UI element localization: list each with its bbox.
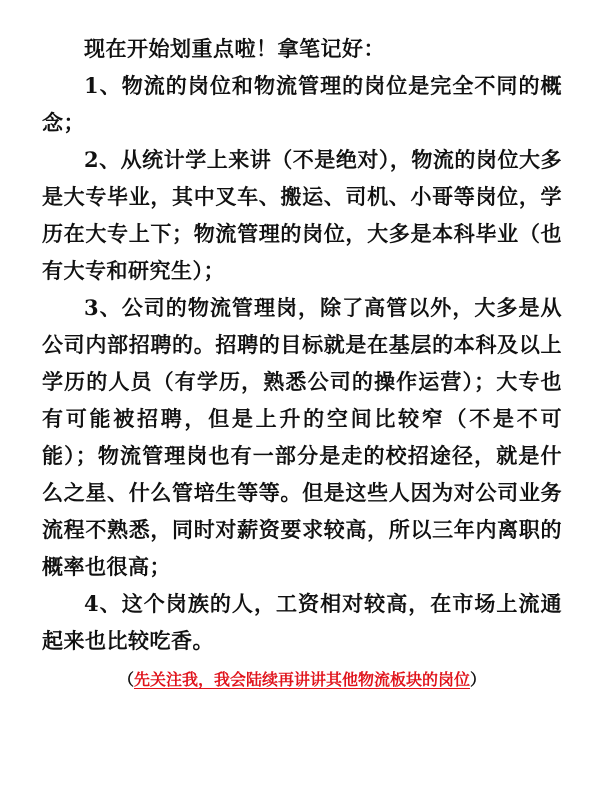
footer-open-paren: （ [117, 670, 134, 689]
point-2-paragraph: 2、从统计学上来讲（不是绝对），物流的岗位大多是大专毕业，其中叉车、搬运、司机、小哥等岗位，学历在大专上下；物流管理的岗位，大多是本科毕业（也有大专和研究生）； [42, 147, 562, 283]
footer-close-paren: ） [470, 670, 487, 689]
point-4-paragraph: 4、这个岗族的人，工资相对较高，在市场上流通起来也比较吃香。 [42, 591, 562, 653]
document-body [42, 30, 562, 695]
intro-paragraph: 现在开始划重点啦！拿笔记好： [84, 36, 385, 61]
point-3-paragraph: 3、公司的物流管理岗，除了高管以外，大多是从公司内部招聘的。招聘的目标就是在基层的本科及以上学历的人员（有学历，熟悉公司的操作运营）；大专也有可能被招聘，但是上升的空间比较窄（不是不可能）；物流管理岗也有一部分是走的校招途径，就是什么之星、什么管培生等等。但是这些人因为对公司业务流程不熟悉，同时对薪资要求较高，所以三年内离职的概率也很高； [42, 295, 562, 579]
footer-note [42, 665, 562, 695]
follow-reminder-text: 先关注我，我会陆续再讲讲其他物流板块的岗位 [133, 670, 470, 689]
point-1-paragraph: 1、物流的岗位和物流管理的岗位是完全不同的概念； [42, 73, 562, 135]
